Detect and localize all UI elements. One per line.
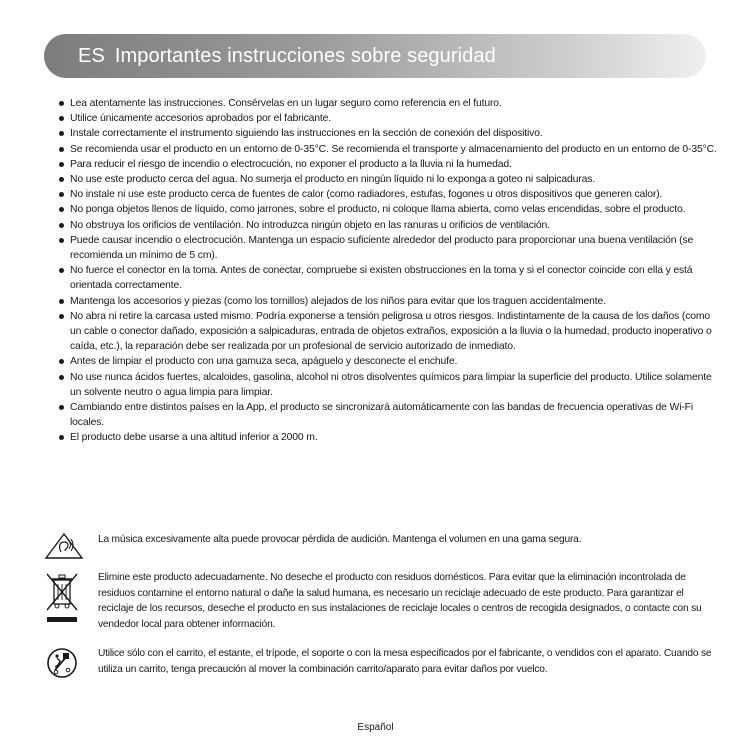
list-item: Instale correctamente el instrumento siguiendo las instrucciones en la sección de conexión del dispositivo. (58, 126, 718, 141)
hearing-warning-text: La música excesivamente alta puede provocar pérdida de audición. Mantenga el volumen en una gama segura. (98, 534, 582, 545)
cart-warning (42, 646, 718, 685)
list-item: Se recomienda usar el producto en un entorno de 0-35°C. Se recomienda el transporte y almacenamiento del producto en un entorno de 0-35°C. (58, 142, 718, 157)
hearing-warning (42, 532, 718, 565)
hearing-warning-icon (42, 532, 92, 565)
page-footer: Español (357, 722, 394, 733)
page-title: Importantes instrucciones sobre seguridad (114, 44, 496, 67)
section-header (44, 34, 706, 78)
list-item: Para reducir el riesgo de incendio o electrocución, no exponer el producto a la lluvia ni la humedad. (58, 157, 718, 172)
list-item: No instale ni use este producto cerca de fuentes de calor (como radiadores, estufas, fogones u otros dispositivos que generen calor). (58, 187, 718, 202)
disposal-notice (42, 570, 718, 632)
list-item: No use nunca ácidos fuertes, alcaloides, gasolina, alcohol ni otros disolventes químicos para limpiar la superficie del producto. Utilice solamente un solvente neutro o agua limpia para limpiar. (58, 370, 718, 400)
disposal-notice-text: Elimine este producto adecuadamente. No deseche el producto con residuos domésticos. Para evitar que la eliminación incontrolada de residuos contamine el entorno natural o dañe la salud humana, es necesario un reciclaje adecuado de este producto. Para garantizar el reciclaje de los recursos, deseche el producto en sus instalaciones de reciclaje locales o centros de recogida designados, o contacte con su vendedor local para obtener información. (98, 572, 702, 630)
list-item: El producto debe usarse a una altitud inferior a 2000 m. (58, 430, 718, 445)
list-item: Mantenga los accesorios y piezas (como los tornillos) alejados de los niños para evitar que los traguen accidentalmente. (58, 294, 718, 309)
list-item: Cambiando entre distintos países en la App, el producto se sincronizará automáticamente con las bandas de frecuencia operativas de Wi-Fi locales. (58, 400, 718, 430)
crossed-bin-icon (42, 570, 92, 632)
list-item: Lea atentamente las instrucciones. Consérvelas en un lugar seguro como referencia en el futuro. (58, 96, 718, 111)
list-item: No obstruya los orificios de ventilación. No introduzca ningún objeto en las ranuras u orificios de ventilación. (58, 218, 718, 233)
list-item: Antes de limpiar el producto con una gamuza seca, apáguelo y desconecte el enchufe. (58, 354, 718, 369)
list-item: No ponga objetos llenos de líquido, como jarrones, sobre el producto, ni coloque llama abierta, como velas encendidas, sobre el producto. (58, 202, 718, 217)
list-item: No use este producto cerca del agua. No sumerja el producto en ningún líquido ni lo exponga a goteo ni salpicaduras. (58, 172, 718, 187)
list-item: No abra ni retire la carcasa usted mismo. Podría exponerse a tensión peligrosa u otros riesgos. Indistintamente de la causa de los daños (como un cable o conector dañado, exposición a salpicaduras, entrada de objetos extraños, exposición a la lluvia o la humedad, producto inoperativo o caída, etc.), la reparación debe ser realizada por un profesional de servicio autorizado de inmediato. (58, 309, 718, 355)
cart-tip-over-icon (42, 646, 92, 685)
cart-warning-text: Utilice sólo con el carrito, el estante, el trípode, el soporte o con la mesa especificados por el fabricante, o vendidos con el aparato. Cuando se utiliza un carrito, tenga precaución al mover la combinación carrito/aparato para evitar daños por vuelco. (98, 648, 712, 675)
safety-instructions-list (58, 96, 718, 446)
list-item: No fuerce el conector en la toma. Antes de conectar, compruebe si existen obstrucciones en la toma y si el conector coincide con ella y está orientada correctamente. (58, 263, 718, 293)
language-code: ES (78, 44, 105, 67)
list-item: Utilice únicamente accesorios aprobados por el fabricante. (58, 111, 718, 126)
list-item: Puede causar incendio o electrocución. Mantenga un espacio suficiente alrededor del producto para proporcionar una buena ventilación (se recomienda un mínimo de 5 cm). (58, 233, 718, 263)
